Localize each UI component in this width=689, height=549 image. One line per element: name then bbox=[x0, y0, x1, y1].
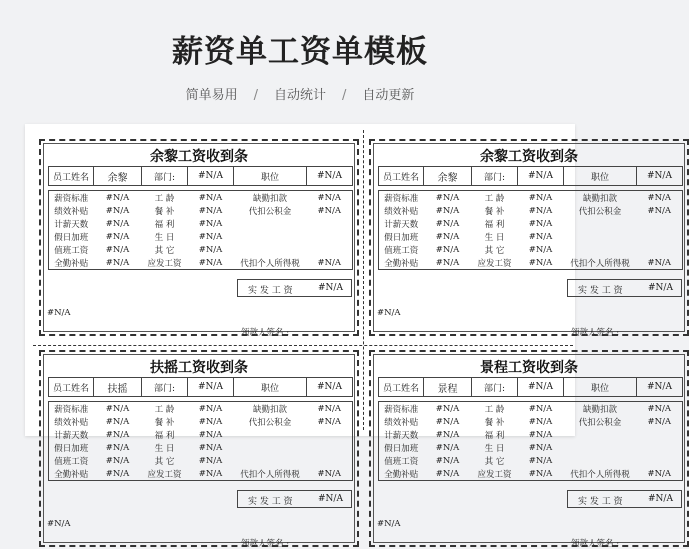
detail-cell-b: #N/A bbox=[105, 244, 130, 255]
detail-cell-a: 全勤补贴 bbox=[384, 469, 419, 480]
detail-row bbox=[379, 204, 683, 217]
detail-cell-d: #N/A bbox=[528, 244, 553, 255]
detail-cell-f: #N/A bbox=[647, 416, 672, 427]
employee-name-value: 扶摇 bbox=[94, 378, 142, 397]
detail-cell-e: 代扣个人所得税 bbox=[570, 469, 630, 480]
department-label: 部门: bbox=[472, 378, 518, 397]
detail-cell-a: 全勤补贴 bbox=[384, 258, 419, 269]
detail-cell-b: #N/A bbox=[105, 257, 130, 268]
detail-cell-b: #N/A bbox=[435, 403, 460, 414]
detail-cell-e bbox=[564, 428, 637, 441]
detail-cell-a: 计薪天数 bbox=[54, 219, 89, 230]
detail-cell-a: 绩效补贴 bbox=[54, 206, 89, 217]
detail-cell-f: #N/A bbox=[647, 403, 672, 414]
detail-cell-d: #N/A bbox=[528, 192, 553, 203]
detail-cell-b: #N/A bbox=[105, 416, 130, 427]
detail-cell-d: #N/A bbox=[198, 442, 223, 453]
department-label: 部门: bbox=[142, 167, 188, 186]
detail-cell-a: 绩效补贴 bbox=[54, 417, 89, 428]
slip-header-row bbox=[49, 167, 353, 186]
slip-header-row bbox=[379, 378, 683, 397]
detail-cell-f bbox=[307, 441, 353, 454]
detail-cell-f bbox=[307, 230, 353, 243]
detail-cell-f: #N/A bbox=[647, 257, 672, 268]
detail-cell-f bbox=[307, 217, 353, 230]
detail-row bbox=[49, 230, 353, 243]
detail-cell-e bbox=[234, 243, 307, 256]
detail-cell-a: 值班工资 bbox=[384, 245, 419, 256]
detail-cell-b: #N/A bbox=[105, 205, 130, 216]
detail-cell-d: #N/A bbox=[198, 192, 223, 203]
detail-cell-a: 绩效补贴 bbox=[384, 206, 419, 217]
department-value: #N/A bbox=[188, 378, 234, 397]
feature-tags bbox=[0, 84, 600, 103]
detail-row bbox=[49, 467, 353, 481]
position-label: 职位 bbox=[234, 378, 307, 397]
pay-slip bbox=[39, 139, 359, 336]
pay-slip bbox=[39, 350, 359, 547]
detail-cell-e: 缺勤扣款 bbox=[252, 193, 287, 204]
net-pay-label: 实 发 工 资 bbox=[248, 497, 293, 507]
detail-cell-d: #N/A bbox=[528, 205, 553, 216]
tag-separator: / bbox=[253, 88, 258, 103]
detail-cell-c: 应发工资 bbox=[477, 469, 512, 480]
detail-cell-d: #N/A bbox=[198, 244, 223, 255]
signature-label: 领款人签名 : bbox=[241, 328, 290, 338]
detail-row bbox=[379, 402, 683, 416]
detail-row bbox=[379, 217, 683, 230]
detail-cell-e: 代扣公积金 bbox=[248, 417, 292, 428]
tag-easy: 简单易用 bbox=[185, 88, 238, 103]
detail-cell-f: #N/A bbox=[317, 205, 342, 216]
detail-cell-f bbox=[307, 243, 353, 256]
slip-title: 余黎工资收到条 bbox=[150, 149, 248, 165]
detail-cell-c: 生 日 bbox=[484, 443, 505, 454]
slip-detail-table bbox=[378, 190, 683, 270]
detail-cell-f bbox=[637, 441, 683, 454]
detail-cell-a: 值班工资 bbox=[54, 456, 89, 467]
detail-cell-f: #N/A bbox=[317, 416, 342, 427]
detail-cell-a: 假日加班 bbox=[54, 232, 89, 243]
signature-label: 领款人签名 : bbox=[571, 328, 620, 338]
net-pay-box bbox=[237, 490, 352, 508]
detail-cell-d: #N/A bbox=[198, 403, 223, 414]
position-value: #N/A bbox=[307, 378, 353, 397]
department-value: #N/A bbox=[518, 167, 564, 186]
detail-row bbox=[379, 191, 683, 205]
detail-cell-d: #N/A bbox=[528, 429, 553, 440]
detail-row bbox=[49, 217, 353, 230]
slip-note-value: #N/A bbox=[377, 308, 401, 318]
detail-cell-e: 代扣个人所得税 bbox=[570, 258, 630, 269]
detail-cell-c: 工 龄 bbox=[154, 193, 175, 204]
employee-name-value: 余黎 bbox=[424, 167, 472, 186]
detail-cell-f: #N/A bbox=[647, 205, 672, 216]
detail-row bbox=[379, 428, 683, 441]
detail-row bbox=[49, 454, 353, 467]
detail-cell-c: 生 日 bbox=[154, 232, 175, 243]
net-pay-label: 实 发 工 资 bbox=[248, 286, 293, 296]
detail-cell-d: #N/A bbox=[528, 468, 553, 479]
detail-row bbox=[379, 454, 683, 467]
slip-header-table bbox=[48, 166, 353, 186]
detail-cell-c: 应发工资 bbox=[477, 258, 512, 269]
employee-name-label: 员工姓名 bbox=[379, 167, 424, 186]
detail-cell-a: 计薪天数 bbox=[384, 430, 419, 441]
detail-row bbox=[379, 441, 683, 454]
detail-cell-b: #N/A bbox=[435, 205, 460, 216]
detail-cell-e: 缺勤扣款 bbox=[252, 404, 287, 415]
detail-cell-c: 餐 补 bbox=[484, 206, 505, 217]
detail-cell-d: #N/A bbox=[198, 205, 223, 216]
department-label: 部门: bbox=[472, 167, 518, 186]
pay-slip bbox=[369, 139, 689, 336]
detail-cell-d: #N/A bbox=[528, 257, 553, 268]
slip-header-table bbox=[378, 377, 683, 397]
detail-cell-f bbox=[637, 217, 683, 230]
detail-cell-b: #N/A bbox=[105, 403, 130, 414]
detail-cell-d: #N/A bbox=[528, 231, 553, 242]
detail-cell-b: #N/A bbox=[105, 455, 130, 466]
detail-cell-c: 福 利 bbox=[484, 430, 505, 441]
detail-cell-b: #N/A bbox=[435, 429, 460, 440]
detail-cell-c: 其 它 bbox=[154, 456, 175, 467]
cut-line-horizontal bbox=[33, 345, 573, 346]
detail-row bbox=[379, 415, 683, 428]
detail-cell-b: #N/A bbox=[105, 231, 130, 242]
tag-auto-stat: 自动统计 bbox=[273, 88, 326, 103]
detail-cell-b: #N/A bbox=[105, 442, 130, 453]
slip-detail-table bbox=[48, 190, 353, 270]
signature-label: 领款人签名 : bbox=[571, 539, 620, 549]
detail-cell-f: #N/A bbox=[317, 403, 342, 414]
detail-row bbox=[379, 243, 683, 256]
detail-cell-e: 代扣个人所得税 bbox=[240, 469, 300, 480]
detail-cell-c: 餐 补 bbox=[484, 417, 505, 428]
detail-cell-e: 缺勤扣款 bbox=[582, 404, 617, 415]
net-pay-box bbox=[237, 279, 352, 297]
detail-cell-e bbox=[564, 230, 637, 243]
detail-cell-b: #N/A bbox=[435, 442, 460, 453]
detail-cell-b: #N/A bbox=[435, 468, 460, 479]
detail-cell-a: 薪资标准 bbox=[384, 193, 419, 204]
detail-cell-f: #N/A bbox=[317, 192, 342, 203]
department-value: #N/A bbox=[518, 378, 564, 397]
detail-cell-b: #N/A bbox=[435, 192, 460, 203]
detail-cell-a: 薪资标准 bbox=[54, 193, 89, 204]
detail-cell-b: #N/A bbox=[435, 257, 460, 268]
detail-row bbox=[49, 402, 353, 416]
employee-name-label: 员工姓名 bbox=[49, 167, 94, 186]
tag-auto-update: 自动更新 bbox=[362, 88, 415, 103]
detail-cell-d: #N/A bbox=[528, 403, 553, 414]
detail-cell-f: #N/A bbox=[647, 468, 672, 479]
position-value: #N/A bbox=[637, 167, 683, 186]
detail-cell-a: 计薪天数 bbox=[384, 219, 419, 230]
detail-cell-e: 代扣个人所得税 bbox=[240, 258, 300, 269]
slip-title: 景程工资收到条 bbox=[480, 360, 578, 376]
detail-cell-b: #N/A bbox=[105, 468, 130, 479]
detail-cell-d: #N/A bbox=[528, 455, 553, 466]
detail-cell-c: 餐 补 bbox=[154, 417, 175, 428]
detail-cell-a: 值班工资 bbox=[384, 456, 419, 467]
employee-name-value: 余黎 bbox=[94, 167, 142, 186]
detail-cell-c: 其 它 bbox=[484, 245, 505, 256]
slip-header-table bbox=[48, 377, 353, 397]
position-value: #N/A bbox=[637, 378, 683, 397]
slip-detail-table bbox=[378, 401, 683, 481]
detail-cell-e: 缺勤扣款 bbox=[582, 193, 617, 204]
detail-cell-e bbox=[564, 441, 637, 454]
position-label: 职位 bbox=[234, 167, 307, 186]
detail-cell-f bbox=[637, 230, 683, 243]
net-pay-value: #N/A bbox=[648, 283, 673, 293]
detail-cell-f: #N/A bbox=[317, 468, 342, 479]
detail-cell-d: #N/A bbox=[198, 468, 223, 479]
detail-cell-c: 福 利 bbox=[154, 219, 175, 230]
employee-name-label: 员工姓名 bbox=[49, 378, 94, 397]
net-pay-value: #N/A bbox=[318, 283, 343, 293]
detail-cell-c: 工 龄 bbox=[154, 404, 175, 415]
template-preview bbox=[25, 124, 673, 549]
detail-cell-a: 假日加班 bbox=[384, 443, 419, 454]
slip-header-table bbox=[378, 166, 683, 186]
detail-cell-a: 假日加班 bbox=[54, 443, 89, 454]
detail-cell-c: 应发工资 bbox=[147, 258, 182, 269]
detail-row bbox=[49, 441, 353, 454]
detail-cell-d: #N/A bbox=[528, 442, 553, 453]
detail-cell-e bbox=[234, 454, 307, 467]
detail-cell-c: 福 利 bbox=[484, 219, 505, 230]
detail-cell-b: #N/A bbox=[105, 429, 130, 440]
detail-cell-a: 假日加班 bbox=[384, 232, 419, 243]
pay-slip bbox=[369, 350, 689, 547]
detail-cell-f bbox=[637, 428, 683, 441]
net-pay-label: 实 发 工 资 bbox=[578, 497, 623, 507]
net-pay-box bbox=[567, 279, 682, 297]
detail-cell-e bbox=[234, 441, 307, 454]
detail-cell-e bbox=[564, 217, 637, 230]
detail-row bbox=[49, 256, 353, 270]
signature-label: 领款人签名 : bbox=[241, 539, 290, 549]
slip-title: 扶摇工资收到条 bbox=[150, 360, 248, 376]
detail-cell-e bbox=[234, 230, 307, 243]
detail-cell-e: 代扣公积金 bbox=[578, 417, 622, 428]
detail-cell-f: #N/A bbox=[647, 192, 672, 203]
detail-cell-f bbox=[637, 454, 683, 467]
detail-cell-a: 薪资标准 bbox=[54, 404, 89, 415]
detail-cell-c: 工 龄 bbox=[484, 404, 505, 415]
detail-cell-e bbox=[234, 428, 307, 441]
page-title: 薪资单工资单模板 bbox=[172, 34, 428, 70]
detail-cell-d: #N/A bbox=[198, 257, 223, 268]
detail-cell-a: 全勤补贴 bbox=[54, 258, 89, 269]
detail-cell-c: 生 日 bbox=[484, 232, 505, 243]
detail-cell-a: 计薪天数 bbox=[54, 430, 89, 441]
detail-cell-e bbox=[234, 217, 307, 230]
detail-cell-d: #N/A bbox=[198, 455, 223, 466]
detail-cell-d: #N/A bbox=[528, 416, 553, 427]
detail-cell-d: #N/A bbox=[198, 429, 223, 440]
detail-cell-d: #N/A bbox=[198, 416, 223, 427]
detail-row bbox=[49, 428, 353, 441]
detail-cell-e bbox=[564, 454, 637, 467]
detail-row bbox=[379, 230, 683, 243]
position-value: #N/A bbox=[307, 167, 353, 186]
detail-row bbox=[49, 415, 353, 428]
detail-cell-f bbox=[307, 454, 353, 467]
net-pay-value: #N/A bbox=[648, 494, 673, 504]
employee-name-label: 员工姓名 bbox=[379, 378, 424, 397]
detail-cell-c: 其 它 bbox=[484, 456, 505, 467]
detail-row bbox=[379, 256, 683, 270]
detail-cell-f bbox=[637, 243, 683, 256]
slip-note-value: #N/A bbox=[377, 519, 401, 529]
detail-cell-f: #N/A bbox=[317, 257, 342, 268]
detail-cell-b: #N/A bbox=[435, 244, 460, 255]
detail-cell-b: #N/A bbox=[435, 455, 460, 466]
department-label: 部门: bbox=[142, 378, 188, 397]
net-pay-label: 实 发 工 资 bbox=[578, 286, 623, 296]
cut-line-vertical bbox=[363, 130, 364, 430]
detail-cell-a: 薪资标准 bbox=[384, 404, 419, 415]
detail-cell-a: 绩效补贴 bbox=[384, 417, 419, 428]
detail-cell-e bbox=[564, 243, 637, 256]
detail-cell-c: 福 利 bbox=[154, 430, 175, 441]
detail-cell-c: 应发工资 bbox=[147, 469, 182, 480]
slip-title: 余黎工资收到条 bbox=[480, 149, 578, 165]
detail-cell-c: 生 日 bbox=[154, 443, 175, 454]
detail-cell-e: 代扣公积金 bbox=[578, 206, 622, 217]
slip-header-row bbox=[379, 167, 683, 186]
position-label: 职位 bbox=[564, 378, 637, 397]
slip-header-row bbox=[49, 378, 353, 397]
detail-cell-c: 其 它 bbox=[154, 245, 175, 256]
department-value: #N/A bbox=[188, 167, 234, 186]
detail-cell-b: #N/A bbox=[105, 192, 130, 203]
detail-row bbox=[49, 191, 353, 205]
detail-cell-c: 工 龄 bbox=[484, 193, 505, 204]
detail-row bbox=[49, 204, 353, 217]
slip-note-value: #N/A bbox=[47, 519, 71, 529]
detail-cell-d: #N/A bbox=[528, 218, 553, 229]
tag-separator: / bbox=[342, 88, 347, 103]
detail-cell-b: #N/A bbox=[435, 218, 460, 229]
detail-cell-a: 值班工资 bbox=[54, 245, 89, 256]
detail-cell-b: #N/A bbox=[435, 231, 460, 242]
position-label: 职位 bbox=[564, 167, 637, 186]
detail-cell-f bbox=[307, 428, 353, 441]
detail-cell-d: #N/A bbox=[198, 218, 223, 229]
net-pay-value: #N/A bbox=[318, 494, 343, 504]
detail-cell-c: 餐 补 bbox=[154, 206, 175, 217]
slip-detail-table bbox=[48, 401, 353, 481]
detail-cell-a: 全勤补贴 bbox=[54, 469, 89, 480]
employee-name-value: 景程 bbox=[424, 378, 472, 397]
slip-note-value: #N/A bbox=[47, 308, 71, 318]
detail-cell-b: #N/A bbox=[435, 416, 460, 427]
detail-cell-e: 代扣公积金 bbox=[248, 206, 292, 217]
detail-cell-d: #N/A bbox=[198, 231, 223, 242]
detail-row bbox=[379, 467, 683, 481]
net-pay-box bbox=[567, 490, 682, 508]
detail-row bbox=[49, 243, 353, 256]
detail-cell-b: #N/A bbox=[105, 218, 130, 229]
